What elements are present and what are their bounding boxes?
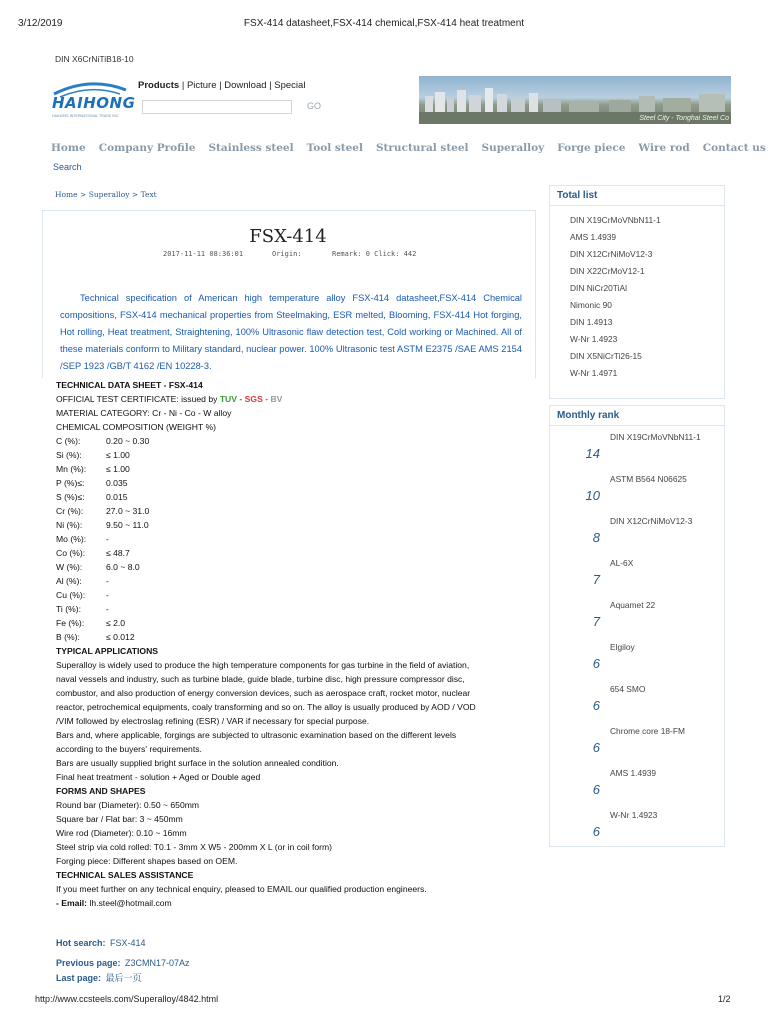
applications-line: Bars and, where applicable, forgings are subjected to ultrasonic examination based on the different levels — [56, 730, 457, 740]
rank-count: 14 — [585, 446, 600, 461]
composition-element: Ti (%): — [56, 604, 81, 614]
nav-company-profile[interactable]: Company Profile — [98, 142, 196, 154]
composition-value: 6.0 ~ 8.0 — [106, 562, 140, 572]
email-link[interactable]: lh.steel@hotmail.com — [89, 898, 172, 908]
rank-count: 8 — [592, 530, 600, 545]
total-list-item[interactable]: W-Nr 1.4971 — [570, 368, 618, 378]
composition-row — [56, 476, 536, 490]
rank-item[interactable] — [550, 804, 724, 846]
total-list-item[interactable]: AMS 1.4939 — [570, 232, 617, 242]
top-links: Products | Picture | Download | Special — [138, 80, 306, 91]
breadcrumb-home[interactable]: Home — [55, 190, 78, 199]
composition-element: Al (%): — [56, 576, 82, 586]
logo-text: HAIHONG — [52, 94, 136, 112]
hot-search: Hot search: FSX-414 — [56, 938, 146, 948]
total-list-item[interactable]: DIN 1.4913 — [570, 317, 613, 327]
composition-element: Mn (%): — [56, 464, 87, 474]
previous-page: Previous page: Z3CMN17-07Az — [56, 958, 190, 968]
monthly-rank-panel — [549, 405, 725, 847]
composition-element: Si (%): — [56, 450, 82, 460]
hot-search-link[interactable]: FSX-414 — [109, 938, 146, 948]
rank-count: 6 — [592, 740, 600, 755]
composition-value: ≤ 0.012 — [106, 632, 135, 642]
nav-structural-steel[interactable]: Structural steel — [375, 142, 469, 154]
top-code: DIN X6CrNiTiB18-10 — [55, 54, 134, 64]
nav-contact-us[interactable]: Contact us — [702, 142, 766, 154]
nav-search[interactable]: Search — [53, 162, 82, 172]
composition-value: 0.015 — [106, 492, 128, 502]
rank-count: 6 — [592, 656, 600, 671]
total-list-item[interactable]: W-Nr 1.4923 — [570, 334, 618, 344]
article-origin: Origin: — [272, 250, 302, 258]
forms-list — [56, 798, 536, 868]
rank-name: W-Nr 1.4923 — [610, 810, 658, 820]
composition-row — [56, 490, 536, 504]
forms-heading: FORMS AND SHAPES — [56, 786, 146, 796]
rank-name: DIN X12CrNiMoV12-3 — [610, 516, 693, 526]
rank-name: Elgiloy — [610, 642, 635, 652]
composition-row — [56, 560, 536, 574]
composition-element: W (%): — [56, 562, 83, 572]
breadcrumb: Home > Superalloy > Text — [55, 190, 157, 199]
composition-row — [56, 588, 536, 602]
applications-line: combustor, and also production of energy conversion devices, such as aerospace craft, rocket motor, nuclear — [56, 688, 471, 698]
forms-line: Square bar / Flat bar: 3 ~ 450mm — [56, 814, 183, 824]
applications-line: Superalloy is widely used to produce the high temperature components for gas turbine in the field of aviation, — [56, 660, 470, 670]
sales-heading: TECHNICAL SALES ASSISTANCE — [56, 870, 194, 880]
applications-line: according to the buyers' requirements. — [56, 744, 202, 754]
composition-element: Cu (%): — [56, 590, 86, 600]
composition-value: 9.50 ~ 11.0 — [106, 520, 149, 530]
tuv-label: TUV — [219, 394, 237, 404]
composition-row — [56, 616, 536, 630]
article-date: 2017-11-11 08:36:01 — [163, 250, 244, 258]
test-certificate: OFFICIAL TEST CERTIFICATE: issued by TUV - SGS - BV — [56, 394, 283, 404]
total-list-item[interactable]: DIN X19CrMoVNbN11-1 — [570, 215, 661, 225]
composition-heading: CHEMICAL COMPOSITION (WEIGHT %) — [56, 422, 216, 432]
composition-row — [56, 532, 536, 546]
composition-value: 27.0 ~ 31.0 — [106, 506, 150, 516]
rank-count: 6 — [592, 824, 600, 839]
rank-item[interactable] — [550, 426, 724, 468]
top-link-download[interactable]: Download — [224, 80, 267, 91]
rank-item[interactable] — [550, 510, 724, 552]
sales-text: If you meet further on any technical enquiry, pleased to EMAIL our qualified production engineers. — [56, 884, 427, 894]
composition-element: Cr (%): — [56, 506, 84, 516]
rank-item[interactable] — [550, 636, 724, 678]
total-list-title: Total list — [550, 186, 724, 206]
forms-line: Wire rod (Diameter): 0.10 ~ 16mm — [56, 828, 187, 838]
applications-line: /VIM followed by electroslag refining (ESR) / VAR if necessary for special purpose. — [56, 716, 370, 726]
forms-line: Steel strip via cold rolled: T0.1 - 3mm X W5 - 200mm X L (or in coil form) — [56, 842, 333, 852]
composition-element: Mo (%): — [56, 534, 87, 544]
rank-item[interactable] — [550, 552, 724, 594]
logo[interactable] — [50, 80, 136, 125]
total-list-item[interactable]: DIN X5NiCrTi26-15 — [570, 351, 642, 361]
rank-count: 6 — [592, 782, 600, 797]
material-category: MATERIAL CATEGORY: Cr - Ni - Co - W alloy — [56, 408, 232, 418]
monthly-rank-title: Monthly rank — [550, 406, 724, 426]
rank-name: 654 SMO — [610, 684, 646, 694]
composition-value: ≤ 2.0 — [106, 618, 126, 628]
datasheet-heading: TECHNICAL DATA SHEET - FSX-414 — [56, 380, 203, 390]
top-link-products[interactable]: Products — [138, 80, 180, 91]
nav-tool-steel[interactable]: Tool steel — [306, 142, 363, 154]
nav-home[interactable]: Home — [51, 142, 86, 154]
datasheet — [56, 378, 536, 910]
composition-value: - — [106, 576, 109, 586]
total-list-item[interactable]: DIN NiCr20TiAl — [570, 283, 627, 293]
composition-row — [56, 546, 536, 560]
article-remark: Remark: 0 Click: 442 — [332, 250, 417, 258]
print-url: http://www.ccsteels.com/Superalloy/4842.html — [35, 994, 219, 1004]
composition-element: B (%): — [56, 632, 80, 642]
total-list-item[interactable]: Nimonic 90 — [570, 300, 612, 310]
composition-element: Ni (%): — [56, 520, 83, 530]
forms-line: Forging piece: Different shapes based on OEM. — [56, 856, 238, 866]
top-link-special[interactable]: Special — [274, 80, 306, 91]
total-list-panel — [549, 185, 725, 399]
composition-row — [56, 448, 536, 462]
composition-element: P (%)≤: — [56, 478, 85, 488]
breadcrumb-text[interactable]: Text — [140, 190, 157, 199]
rank-count: 10 — [585, 488, 600, 503]
rank-item[interactable] — [550, 468, 724, 510]
breadcrumb-superalloy[interactable]: Superalloy — [88, 190, 130, 199]
article-intro: Technical specification of American high temperature alloy FSX-414 datasheet,FSX-414 Chemical compositions, FSX-414 mechanical properties from Steelmaking, ESR melted, Blooming, FSX-414 Hot forging, Hot rolling, Heat treatment, Straightening, 100% Ultrasonic flaw detection test, Cold working or Machined. All of these materials conform to Military standard, nuclear power. 100% Ultrasonic test ASTM E2375 /SAE AMS 2154 /SEP 1923 /GB/T 4162 /EN 10228-3. — [60, 293, 522, 371]
rank-name: AMS 1.4939 — [610, 768, 657, 778]
rank-item[interactable] — [550, 678, 724, 720]
logo-tagline: HAIHONG INTERNATIONAL TRADE INC. — [52, 114, 120, 118]
composition-row — [56, 574, 536, 588]
last-page-link[interactable]: 最后一页 — [105, 973, 142, 983]
nav-forge-piece[interactable]: Forge piece — [557, 142, 626, 154]
composition-list — [56, 434, 536, 644]
composition-value: 0.035 — [106, 478, 128, 488]
composition-value: ≤ 1.00 — [106, 450, 130, 460]
rank-name: ASTM B564 N06625 — [610, 474, 687, 484]
composition-value: 0.20 ~ 0.30 — [106, 436, 150, 446]
search-input[interactable] — [142, 100, 292, 114]
composition-row — [56, 504, 536, 518]
monthly-rank-list — [550, 426, 724, 846]
total-list — [550, 206, 724, 382]
applications-heading: TYPICAL APPLICATIONS — [56, 646, 159, 656]
main-nav — [51, 138, 768, 156]
applications-line: Final heat treatment - solution + Aged or Double aged — [56, 772, 261, 782]
applications-line: Bars are usually supplied bright surface in the solution annealed condition. — [56, 758, 339, 768]
composition-value: ≤ 1.00 — [106, 464, 130, 474]
composition-value: ≤ 48.7 — [106, 548, 130, 558]
nav-superalloy[interactable]: Superalloy — [481, 142, 545, 154]
rank-name: AL-6X — [610, 558, 634, 568]
nav-stainless-steel[interactable]: Stainless steel — [208, 142, 294, 154]
page-title: FSX-414 — [249, 226, 327, 247]
banner-caption: Steel City - Tonghai Steel Co — [639, 115, 729, 122]
sgs-label: SGS — [244, 394, 263, 404]
top-link-picture[interactable]: Picture — [186, 80, 217, 91]
previous-page-link[interactable]: Z3CMN17-07Az — [124, 958, 190, 968]
rank-name: Aquamet 22 — [610, 600, 656, 610]
applications-list — [56, 658, 536, 784]
composition-element: C (%): — [56, 436, 81, 446]
forms-line: Round bar (Diameter): 0.50 ~ 650mm — [56, 800, 200, 810]
nav-wire-rod[interactable]: Wire rod — [638, 142, 690, 154]
total-list-item[interactable]: DIN X22CrMoV12-1 — [570, 266, 645, 276]
composition-row — [56, 630, 536, 644]
applications-line: reactor, petrochemical equipments, coaly transforming and so on. The alloy is usually produced by AOD / VOD — [56, 702, 476, 712]
composition-element: Co (%): — [56, 548, 86, 558]
banner-image — [419, 76, 731, 124]
print-date: 3/12/2019 — [18, 18, 63, 29]
total-list-item[interactable]: DIN X12CrNiMoV12-3 — [570, 249, 653, 259]
rank-count: 7 — [592, 572, 600, 587]
composition-row — [56, 518, 536, 532]
print-page: 1/2 — [718, 994, 731, 1004]
rank-count: 7 — [592, 614, 600, 629]
applications-line: naval vessels and industry, such as turbine blade, guide blade, turbine disc, high pressure compressor disc, — [56, 674, 465, 684]
rank-item[interactable] — [550, 594, 724, 636]
composition-value: - — [106, 590, 109, 600]
bv-label: BV — [270, 394, 283, 404]
go-button[interactable]: GO — [307, 101, 322, 111]
print-title: FSX-414 datasheet,FSX-414 chemical,FSX-414 heat treatment — [243, 18, 525, 29]
composition-row — [56, 462, 536, 476]
composition-value: - — [106, 534, 109, 544]
rank-name: DIN X19CrMoVNbN11-1 — [610, 432, 701, 442]
composition-row — [56, 602, 536, 616]
rank-name: Chrome core 18-FM — [610, 726, 685, 736]
email-line: - Email: lh.steel@hotmail.com — [56, 898, 172, 908]
composition-element: Fe (%): — [56, 618, 85, 628]
composition-element: S (%)≤: — [56, 492, 85, 502]
rank-item[interactable] — [550, 720, 724, 762]
composition-value: - — [106, 604, 109, 614]
rank-item[interactable] — [550, 762, 724, 804]
composition-row — [56, 434, 536, 448]
rank-count: 6 — [592, 698, 600, 713]
last-page: Last page: 最后一页 — [56, 973, 142, 983]
